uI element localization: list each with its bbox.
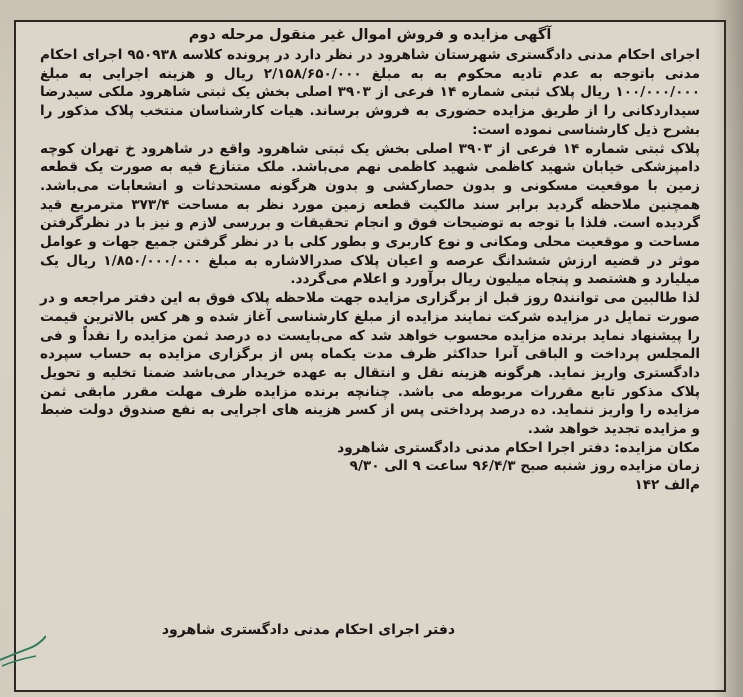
notice-content: [40, 26, 700, 495]
paper-edge-shadow: [713, 0, 743, 697]
notice-body: [40, 46, 700, 439]
notice-paragraph-terms: لذا طالبین می توانند۵ روز قبل از برگزاری مزایده جهت ملاحظه پلاک فوق به این دفتر مراجعه و در صورت تمایل در مزایده شرکت نمایند مزایده از مبلغ کارشناسی آغاز شده و هر کس بالاترین قیمت را پیشنهاد نماید برنده مزایده محسوب خواهد شد که می‌بایست ده درصد ثمن مزایده را نقداً و فی المجلس پرداخت و الباقی آنرا حداکثر ظرف مدت یکماه پس از برگزاری مزایده به حساب سپرده دادگستری واریز نماید. هرگونه هزینه نقل و انتقال به عهده خریدار می‌باشد ضمنا تخلیه و تحویل پلاک مذکور تابع مقررات مربوطه می باشد. چنانچه برنده مزایده ظرف مهلت مقرر مابقی ثمن مزایده را واریز ننماید. ده درصد پرداختی پس از کسر هزینه های اجرایی به نفع صندوق دولت ضبط و مزایده تجدید خواهد شد.: [40, 290, 700, 438]
notice-paragraph-intro: اجرای احکام مدنی دادگستری شهرستان شاهرود در نظر دارد در پرونده کلاسه ۹۵۰۹۳۸ اجرای احکام مدنی باتوجه به عدم تادیه محکوم به به مبلغ ۲/۱۵۸/۶۵۰/۰۰۰ ریال و هزینه اجرایی به مبلغ ۱۰۰/۰۰۰/۰۰۰ ریال پلاک ثبتی شماره ۱۴ فرعی از ۳۹۰۳ اصلی بخش یک ثبتی شاهرود ملکی سیدرضا سیداردکانی را از طریق مزایده حضوری به فروش برساند. هیات کارشناسان منتخب پلاک مذکور را بشرح ذیل کارشناسی نموده است:: [40, 47, 700, 138]
notice-details: [40, 439, 700, 495]
notice-frame: [14, 20, 726, 692]
notice-paragraph-appraisal: پلاک ثبتی شماره ۱۴ فرعی از ۳۹۰۳ اصلی بخش یک ثبتی شاهرود واقع در شاهرود خ تهران کوچه دامپزشکی خیابان شهید کاظمی شهید کاظمی نهم می‌باشد. ملک متنازع فیه به صورت یک قطعه زمین با موقعیت مسکونی و بدون حصارکشی و بدون هرگونه مستحدثات و انشعابات می‌باشد. همچنین ملاحظه گردید برابر سند مالکیت قطعه زمین مورد نظر به مساحت ۳۷۳/۴ مترمربع قید گردیده است. فلذا با توجه به توضیحات فوق و انجام تحقیقات و بررسی لازم و نیز با در نظرگرفتن مساحت و موقعیت محلی ومکانی و نوع کاربری و بطور کلی با در نظر گرفتن جمیع جهات و عوامل موثر در قضیه ارزش ششدانگ عرصه و اعیان پلاک صدرالاشاره به مبلغ ۱/۸۵۰/۰۰۰/۰۰۰ ریال یک میلیارد و هشتصد و پنجاه میلیون ریال برآورد و اعلام می‌گردد.: [40, 140, 701, 288]
auction-time: زمان مزایده روز شنبه صبح ۹۶/۴/۳ ساعت ۹ الی ۹/۳۰: [349, 458, 700, 475]
pen-mark-icon: [0, 630, 46, 670]
notice-title: آگهی مزایده و فروش اموال غیر منقول مرحله دوم: [188, 27, 552, 43]
issuer-signature: دفتر اجرای احکام مدنی دادگستری شاهرود: [161, 622, 456, 638]
reference-number: م‌الف ۱۴۲: [634, 477, 700, 494]
auction-place: مکان مزایده: دفتر اجرا احکام مدنی دادگستری شاهرود: [337, 439, 700, 456]
